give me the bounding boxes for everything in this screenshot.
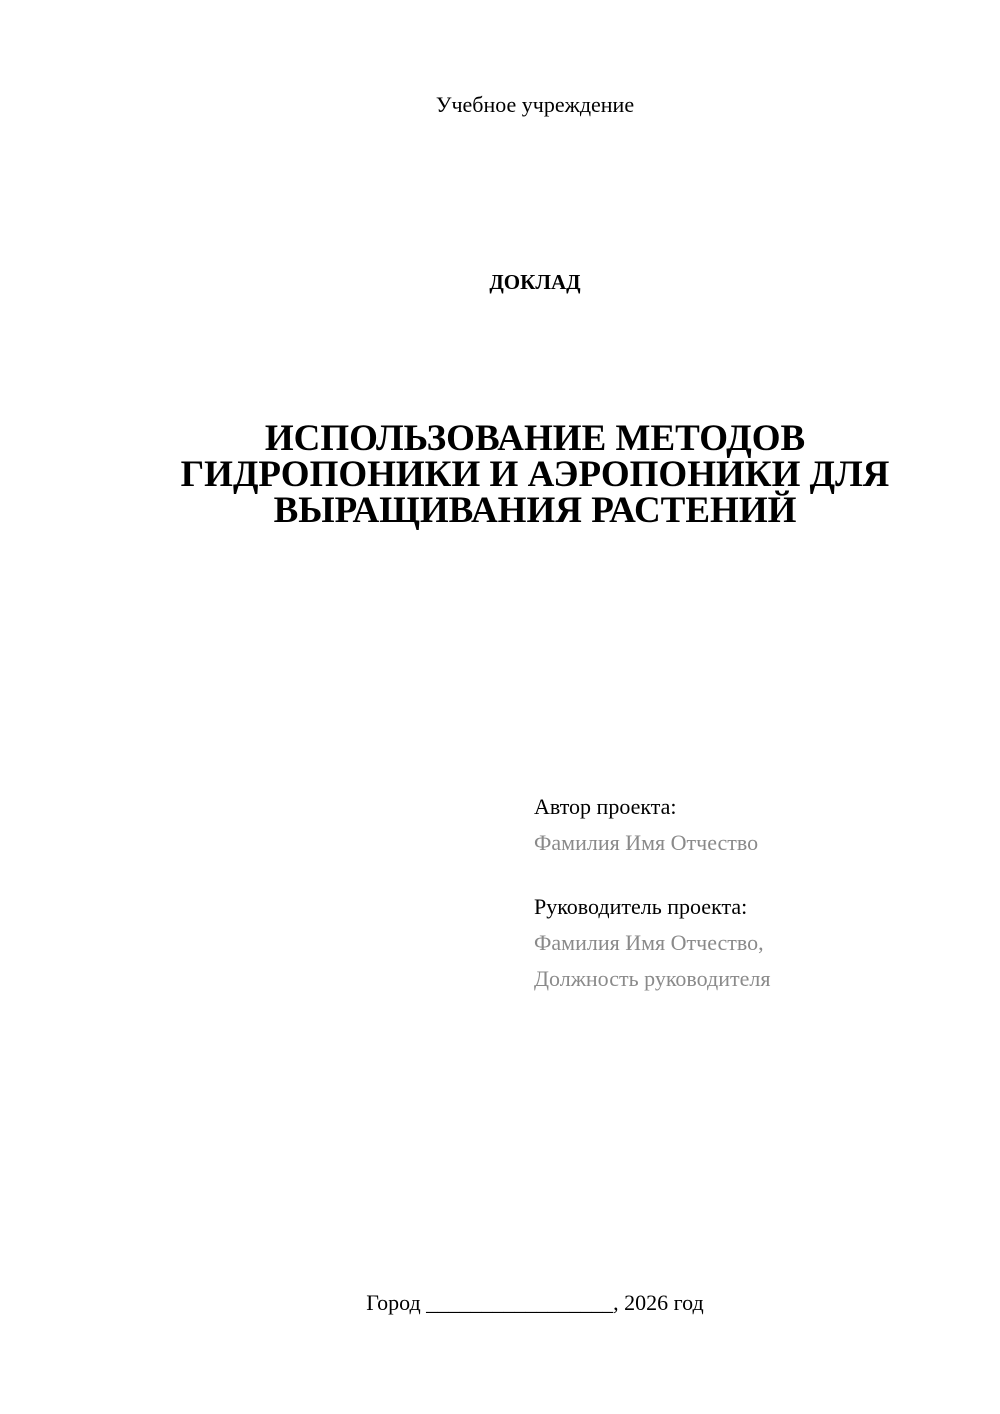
title-line: ИСПОЛЬЗОВАНИЕ МЕТОДОВ [264,418,806,459]
city-year-footer: Город _________________, 2026 год [366,1290,704,1315]
supervisor-position: Должность руководителя [534,966,771,991]
supervisor-label: Руководитель проекта: [534,894,748,919]
spacer [534,861,974,889]
authors-block [534,789,974,997]
document-type: ДОКЛАД [489,270,581,294]
author-name: Фамилия Имя Отчество [534,830,759,855]
supervisor-name: Фамилия Имя Отчество, [534,930,764,955]
document-title [140,418,930,531]
author-label: Автор проекта: [534,794,677,819]
institution-name: Учебное учреждение [435,92,635,117]
title-line: ВЫРАЩИВАНИЯ РАСТЕНИЙ [273,490,797,531]
title-line: ГИДРОПОНИКИ И АЭРОПОНИКИ ДЛЯ [180,454,890,495]
